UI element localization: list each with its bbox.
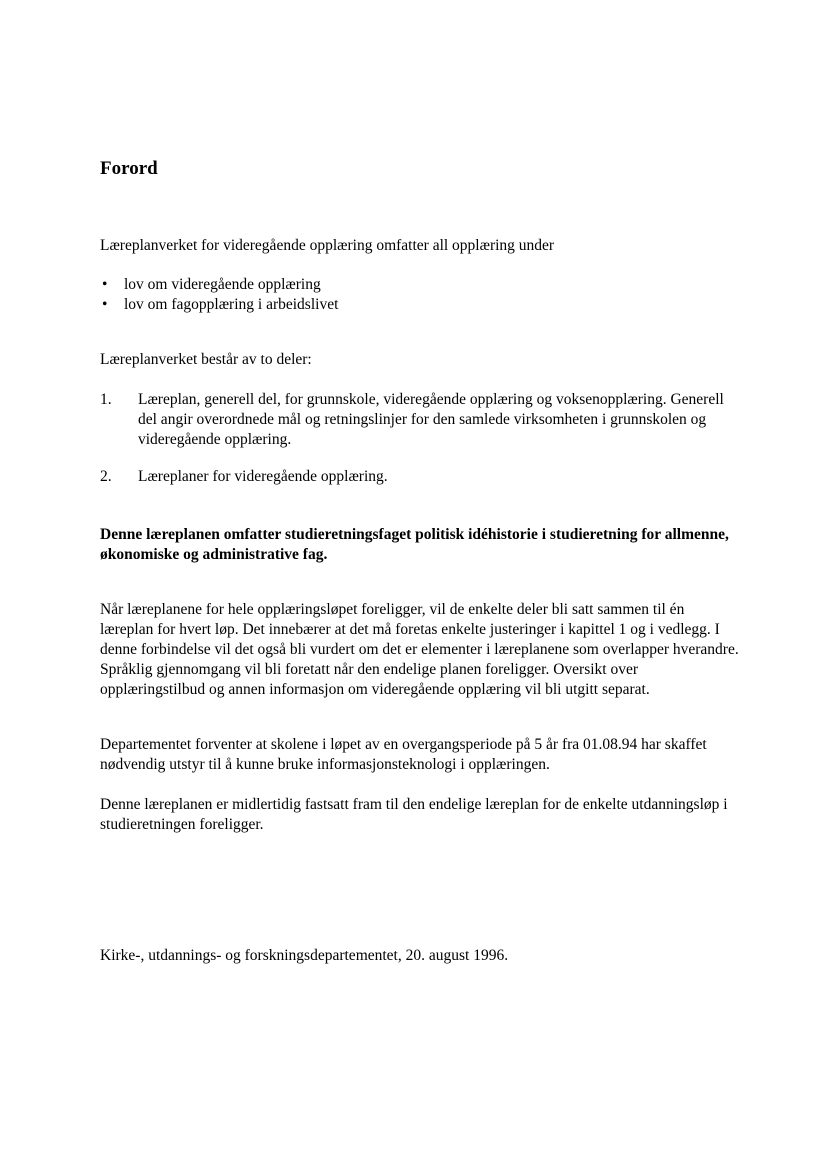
item-number: 1. (100, 391, 112, 408)
item-number: 2. (100, 468, 112, 485)
paragraph-1: Når læreplanene for hele opplæringsløpet foreligger, vil de enkelte deler bli satt sammen til én læreplan for hvert løp. Det innebærer at det må foretas enkelte justeringer i kapittel 1 og i vedlegg. I denne forbindelse vil det også bli vurdert om det er elementer i læreplanene som overlapper hverandre. Språklig gjennomgang vil bli foretatt når den endelige planen foreligger. Oversikt over opplæringstilbud og annen informasjon om videregående opplæring vil bli utgitt separat. (100, 601, 739, 698)
intro-paragraph: Læreplanverket for videregående opplæring omfatter all opplæring under (100, 237, 555, 254)
list-item-text: lov om videregående opplæring (124, 276, 321, 293)
parts-list-2 (100, 467, 740, 487)
paragraph-3: Denne læreplanen er midlertidig fastsatt fram til den endelige læreplan for de enkelte utdanningsløp i studieretningen foreligger. (100, 796, 728, 833)
subject-statement: Denne læreplanen omfatter studieretningsfaget politisk idéhistorie i studieretning for allmenne, økonomiske og administrative fag. (100, 526, 729, 563)
numbered-item (100, 467, 740, 487)
list-item-text: lov om fagopplæring i arbeidslivet (124, 296, 339, 313)
list-item (100, 295, 338, 315)
bullet-icon: • (102, 276, 108, 293)
signature: Kirke-, utdannings- og forskningsdepartementet, 20. august 1996. (100, 947, 509, 964)
paragraph-2: Departementet forventer at skolene i løpet av en overgangsperiode på 5 år fra 01.08.94 har skaffet nødvendig utstyr til å kunne bruke informasjonsteknologi i opplæringen. (100, 736, 707, 773)
item-text: Læreplaner for videregående opplæring. (138, 468, 388, 485)
numbered-item (100, 390, 740, 450)
list-item (100, 275, 338, 295)
law-list (100, 275, 338, 315)
parts-intro: Læreplanverket består av to deler: (100, 351, 312, 368)
bullet-icon: • (102, 296, 108, 313)
item-text: Læreplan, generell del, for grunnskole, videregående opplæring og voksenopplæring. Generell del angir overordnede mål og retningslinjer for den samlede virksomheten i grunnskolen og videregående opplæring. (138, 391, 724, 448)
page-title: Forord (100, 158, 158, 179)
parts-list-1 (100, 390, 740, 450)
